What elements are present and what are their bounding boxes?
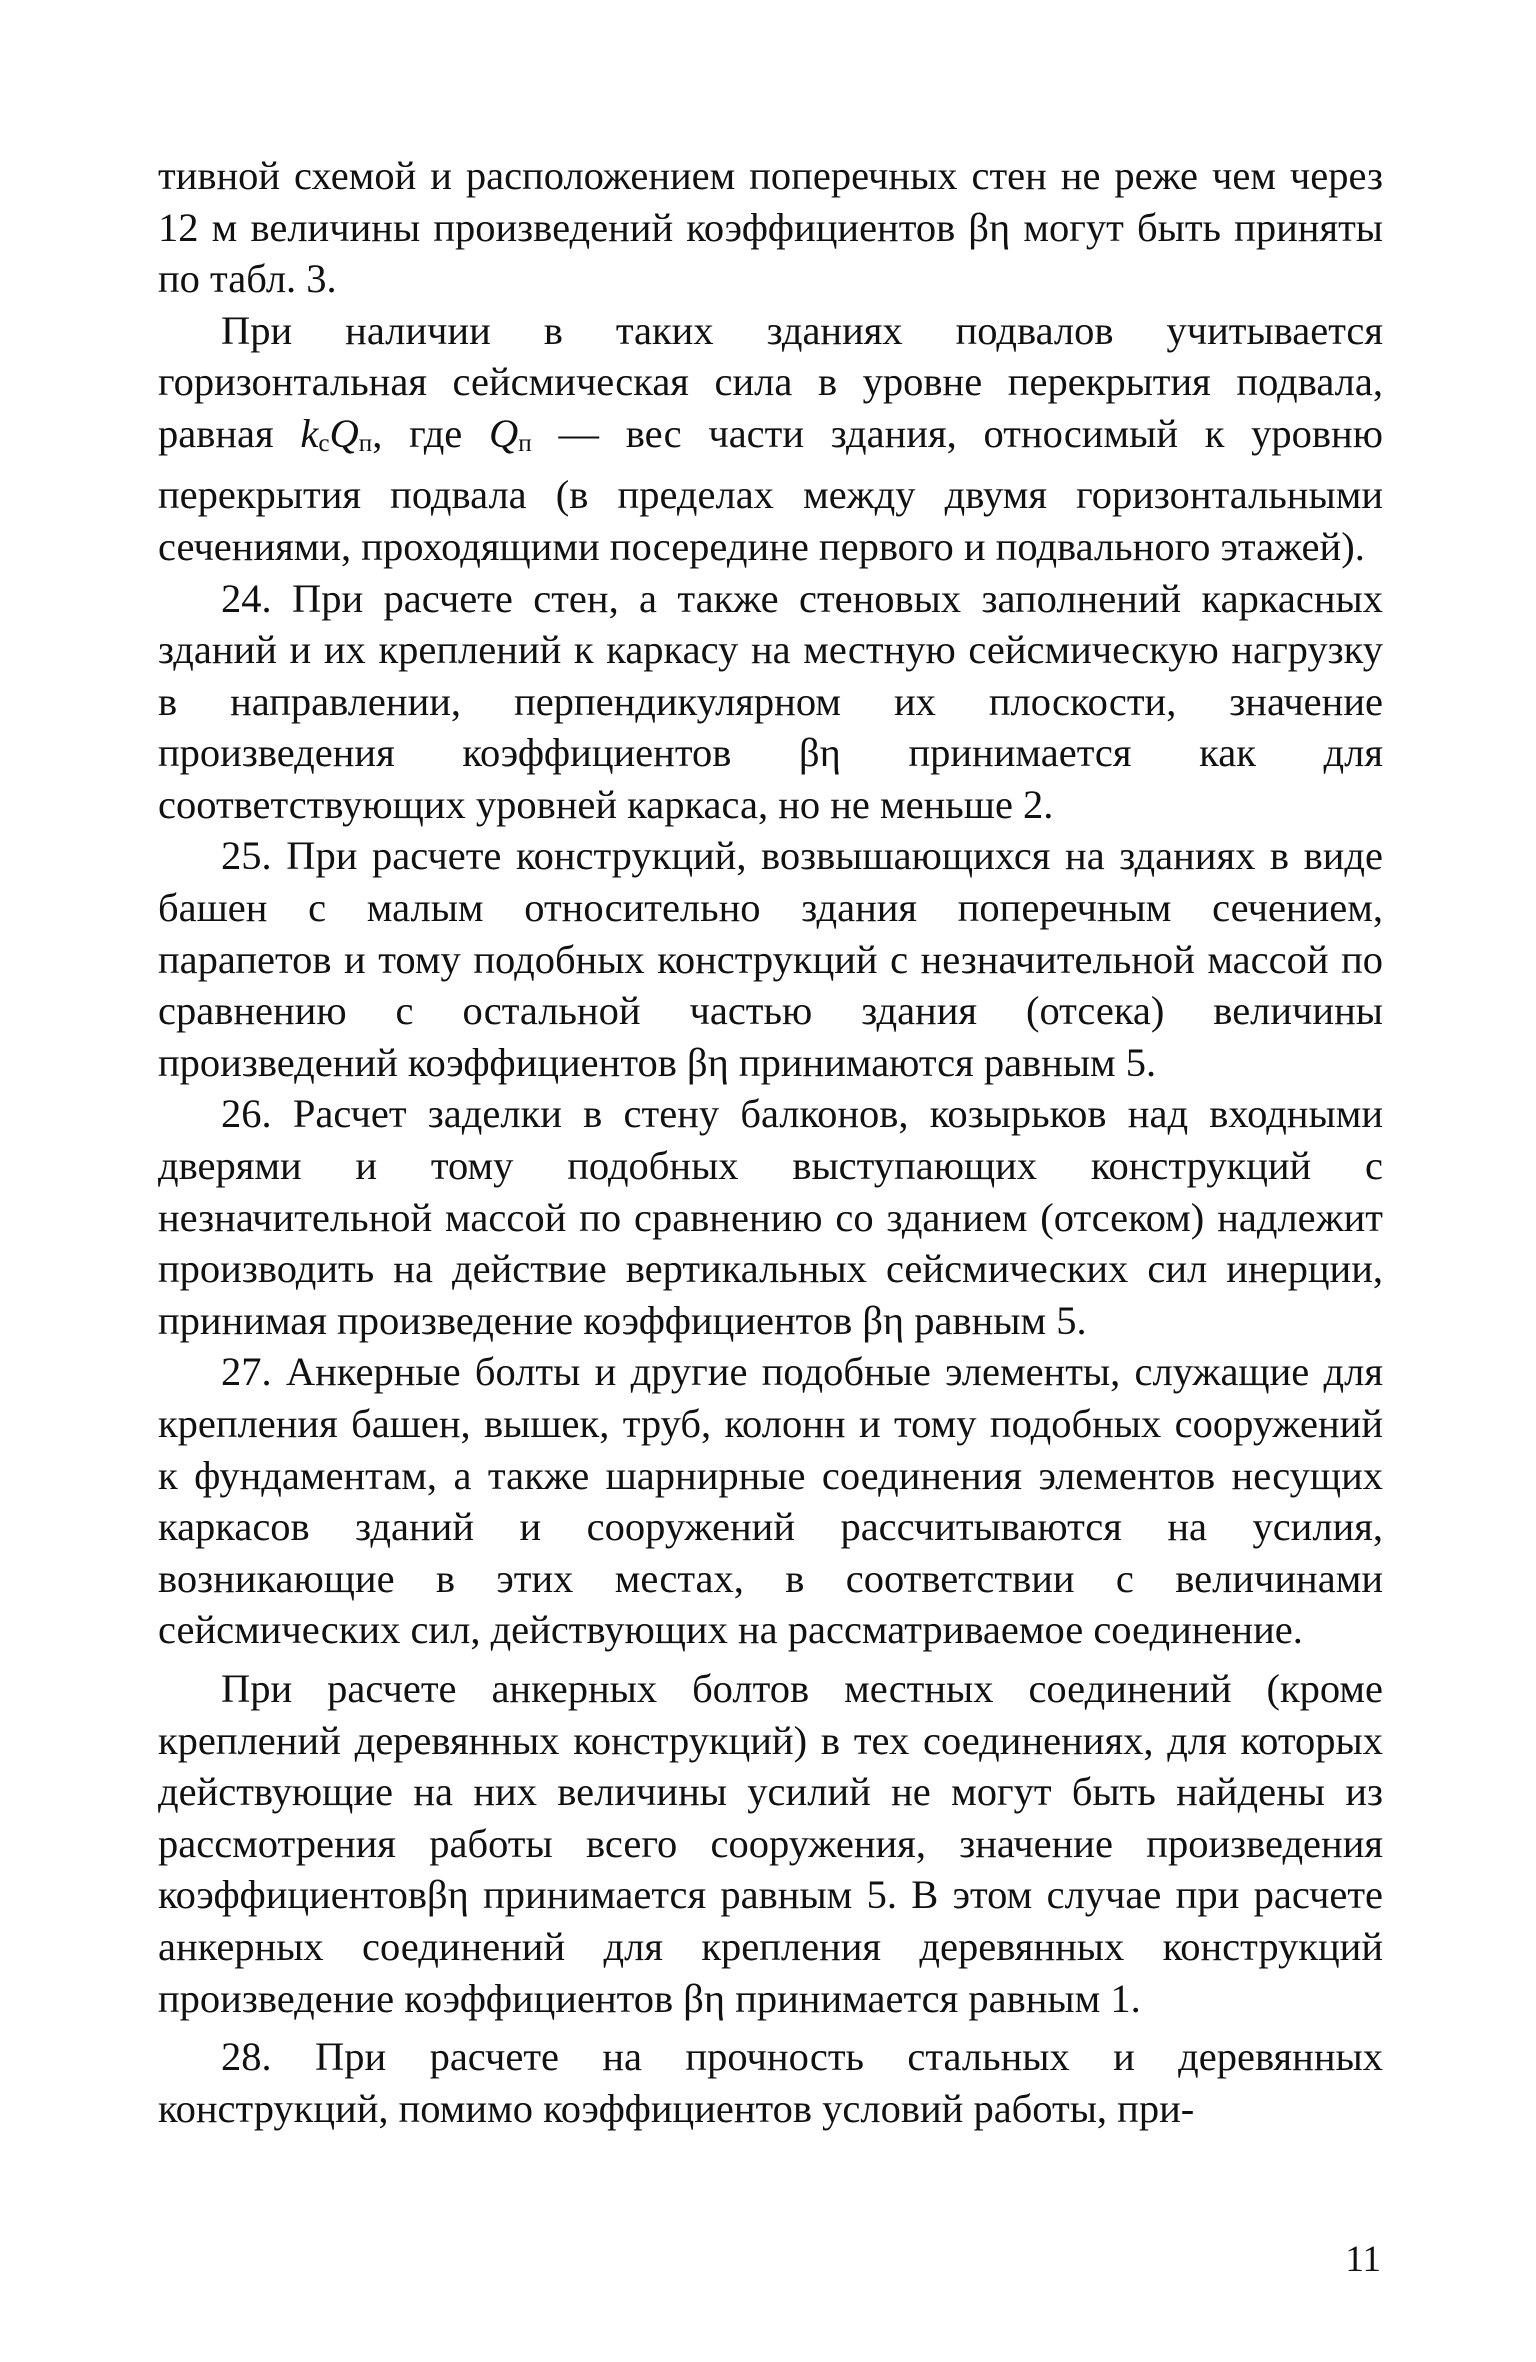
paragraph-continuation: тивной схемой и расположением поперечных стен не реже чем через 12 м величины произведений коэффициентов βη могут быть приняты по табл. 3. — [158, 153, 1383, 302]
page-body — [158, 150, 1383, 2134]
formula-k: k — [300, 410, 319, 456]
formula-q-subscript: п — [358, 429, 373, 457]
paragraph-item-28: 28. При расчете на прочность стальных и деревянных конструкций, помимо коэффициентов условий работы, при- — [158, 2034, 1383, 2131]
formula2-q: Q — [489, 410, 519, 456]
paragraph-anchor-bolts: При расчете анкерных болтов местных соединений (кроме креплений деревянных конструкций) в тех соединениях, для которых действующие на них величины усилий не могут быть найдены из рассмотрения работы всего сооружения, значение произведения коэффициентовβη принимается равным 5. В этом случае при расчете анкерных соединений для крепления деревянных конструкций произведение коэффициентов βη принимается равным 1. — [158, 1665, 1383, 2021]
paragraph-text-middle: , где — [372, 410, 490, 456]
paragraph-item-27: 27. Анкерные болты и другие подобные элементы, служащие для крепления башен, вышек, труб, колонн и тому подобных сооружений к фундаментам, а также шарнирные соединения элементов несущих каркасов зданий и сооружений рассчитываются на усилия, возникающие в этих местах, в соответствии с величинами сейсмических сил, действующих на рассматриваемое соединение. — [158, 1349, 1383, 1653]
paragraph-basement-force — [158, 305, 1383, 573]
paragraph-item-24: 24. При расчете стен, а также стеновых заполнений каркасных зданий и их креплений к каркасу на местную сейсмическую нагрузку в направлении, перпендикулярном их плоскости, значение произведения коэффициентов βη принимается как для соответствующих уровней каркаса, но не меньше 2. — [158, 575, 1383, 827]
paragraph-item-25: 25. При расчете конструкций, возвышающихся на зданиях в виде башен с малым относительно здания поперечным сечением, парапетов и тому подобных конструкций с незначительной массой по сравнению с остальной частью здания (отсека) величины произведений коэффициентов βη принимаются равным 5. — [158, 833, 1383, 1085]
formula-k-subscript: c — [318, 429, 330, 457]
paragraph-text-after: — вес части здания, относимый к уровню перекрытия подвала (в пределах между двумя горизонтальными сечениями, проходящими посередине первого и подвального этажей). — [158, 410, 1383, 569]
formula2-q-subscript: п — [518, 429, 532, 457]
paragraph-text-before: При наличии в таких зданиях подвалов учитывается горизонтальная сейсмическая сила в уровне перекрытия подвала, равная — [158, 307, 1383, 456]
paragraph-item-26: 26. Расчет заделки в стену балконов, козырьков над входными дверями и тому подобных выступающих конструкций с незначительной массой по сравнению со зданием (отсеком) надлежит производить на действие вертикальных сейсмических сил инерции, принимая произведение коэффициентов βη равным 5. — [158, 1091, 1383, 1343]
formula-q: Q — [329, 410, 359, 456]
page-number: 11 — [1345, 2239, 1381, 2280]
